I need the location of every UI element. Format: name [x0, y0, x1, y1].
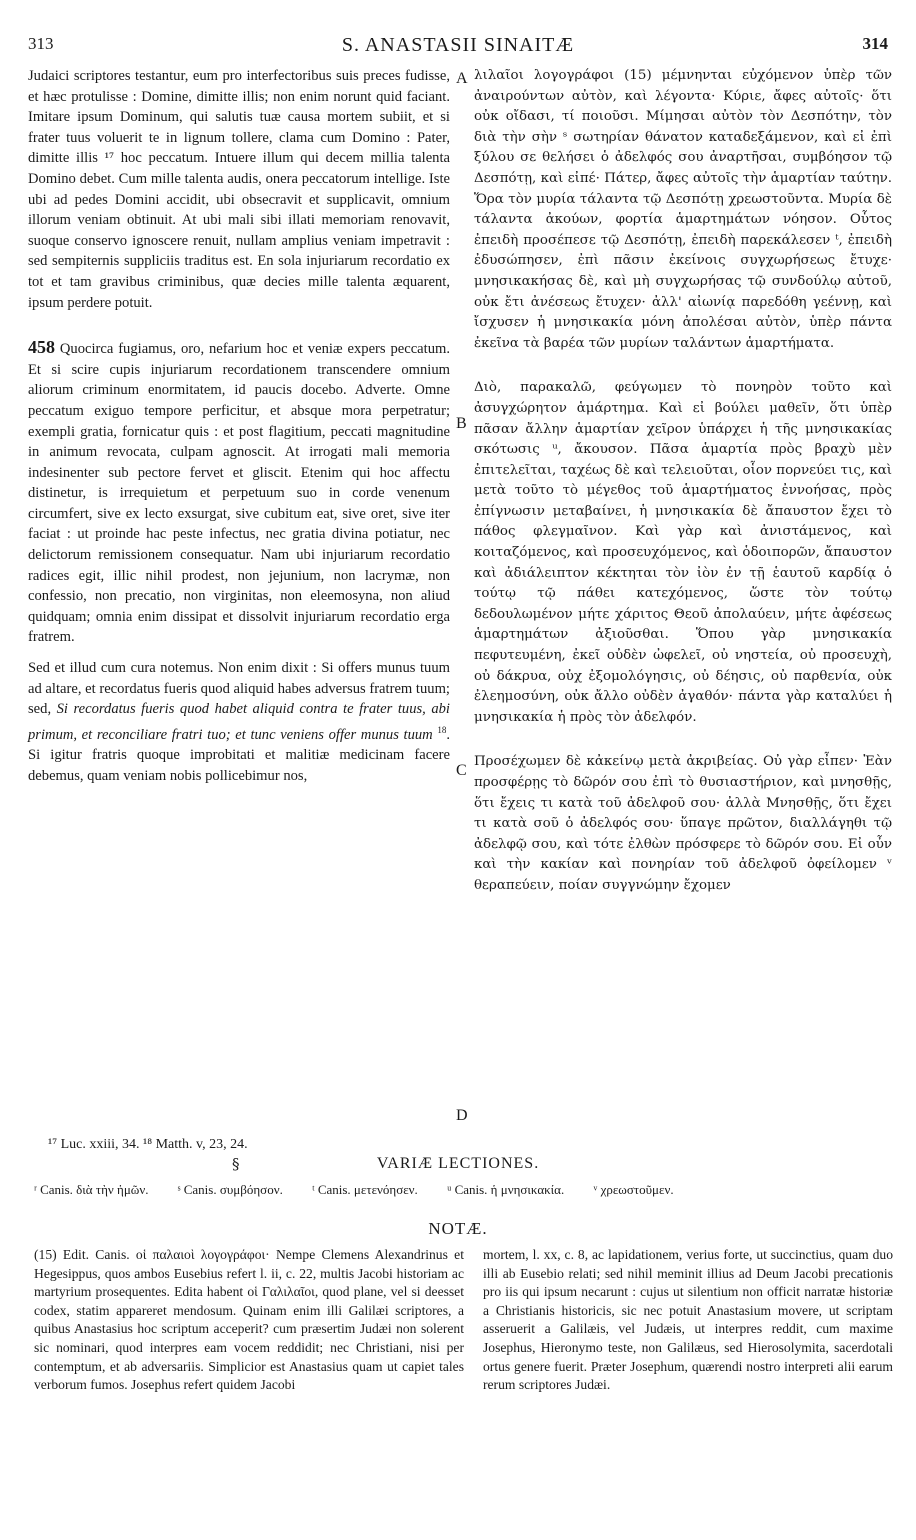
page-number-left: 313 [28, 34, 54, 53]
page-header [28, 34, 888, 62]
latin-paragraph-1: Judaici scriptores testantur, eum pro interfectoribus suis preces fudisse, et hæc protulisse : Domine, dimitte illis; non enim norunt quid faciant. Imitare ipsum Dominum, qui salutis tuæ causa mortem subiit, et si frater tuus voluerit te in lignum tollere, clama cum Domino : Pater, dimitte illis ¹⁷ hoc peccatum. Intuere illum qui decem millia talenta Domino debet. Cum mille talenta audis, onera peccatorum intellige. Iste ubi ad pedes Domini accidit, ubi obsecravit et supplicavit, omnium illorum veniam obtinuit. At ubi mali sibi illati memoriam renovavit, suoque conservo ignoscere renuit, nullam amplius veniam impetravit : sed sempiternis suppliciis traditus est. En sola injuriarum recordatio ex tot et tam gravibus criminibus, quæ decies mille talenta æquarent, ipsum perdere potuit. [28, 68, 450, 311]
margin-marker-d: D [456, 1107, 468, 1124]
variant-item: ʳ Canis. διὰ τὴν ἡμῶν. [34, 1182, 149, 1197]
variant-item: ᵛ χρεωστοῦμεν. [593, 1182, 674, 1197]
running-title: S. ANASTASII SINAITÆ [341, 34, 575, 56]
margin-marker-c: C [456, 762, 467, 779]
greek-column [474, 66, 892, 897]
notae-right-column: mortem, l. xx, c. 8, ac lapidationem, verius forte, ut succinctius, quam duo illi ab Eusebio relati; sed nihil meminit illius ad Deum Jacobi precationis pro iis qui ipsum necarunt : cujus ut silentium non officit narratæ historiæ a Christianis historicis, sic nec potuit Anastasium movere, ut scriptam asseruerit a Galilæis, vel Judæis, ut interpres reddit, cum maxime Josephus, Hieronymo teste, non Galilæus, sed Hierosolymita, sacerdotali ortus genere fuerit. Præter Josephum, quærendi nostro interpreti alii earum rerum scriptores Judæi. [483, 1247, 893, 1393]
margin-marker-b: B [456, 415, 467, 432]
latin-paragraph-2-text: Quocirca fugiamus, oro, nefarium hoc et veniæ expers peccatum. Et si scire cupis injuriarum recordationem transcendere omnium aliorum criminum enormitatem, id paucis docebo. Adverte. Omne peccatum exiguo tempore perficitur, et absque mora perpetratur; exempli gratia, fornicatur quis : et post flagitium, peccati magnitudine in animum revocata, culpam agnoscit. At irrogati mali memoria indesinenter sub pectore fervet et gliscit. Etenim qui hoc affectu distinetur, is irrequietum et perpetuum suo in corde venenum circumfert, sive ex lecto exsurgat, sive cubitum eat, sive oret, sive iter faciat : ut proinde hac peste infectus, nec gratia divina potiatur, nec delictorum remissionem consequatur. Nam ubi injuriarum recordatio radices egit, illic nihil prodest, non jejunium, non lacrymæ, non confessio, non precatio, non virginitas, non eleemosyna, non aliud quidquam; omnia enim dissipat et dissolvit injuriarum recordatio erga fratrem. [28, 341, 450, 646]
section-number: 458 [28, 337, 55, 358]
footnote-ref-18: 18 [437, 724, 447, 735]
greek-paragraph-1: λιλαῖοι λογογράφοι (15) μέμνηνται εὐχόμενον ὑπὲρ τῶν ἀναιρούντων αὐτὸν, καὶ λέγοντα· Κύριε, ἄφες αὐτοῖς· ὅτι οὐκ οἴδασι, τί ποιοῦσι. Μίμησαι αὐτὸν τὸν Δεσπότην, τὸν διὰ τὴν σὴν ˢ σωτηρίαν θάνατον καταδεξάμενον, καὶ εἰ ἐπὶ ξύλου σε θελήσει ὁ ἀδελφός σου ἀναρτῆσαι, συμβόησον τῷ Δεσπότῃ, καὶ εἰπέ· Πάτερ, ἄφες αὐτοῖς τὴν ἁμαρτίαν ταύτην. Ὅρα τὸν μυρία τάλαντα τῷ Δεσπότῃ χρεωστοῦντα. Μυρία δὲ τάλαντα ἀκούων, φορτία ἁμαρτημάτων νόησον. Οὗτος ἐπειδὴ προσέπεσε τῷ Δεσπότῃ, ἐπειδὴ παρεκάλεσεν ᵗ, ἐπειδὴ ἐδυσώπησεν, ἐπὶ πᾶσιν ἐκείνοις συγχωρήσεως ἔτυχε· μνησικακήσας δὲ, καὶ μὴ συγχωρήσας τῷ συνδούλῳ αὐτοῦ, οὐκ ἔτι ἀνέσεως ἔτυχεν· ἀλλ' αἰωνίᾳ παρεδόθη γεέννῃ, καὶ ἴσχυσεν ἡ μνησικακία μόνη ἀπολέσαι αὐτὸν, ὑπὲρ πάντα ἐκεῖνα τὰ βαρέα τῶν μυρίων ταλάντων ἁμαρτήματα. [474, 68, 892, 351]
section-ornament-icon: § [232, 1155, 240, 1173]
variant-item: ᵘ Canis. ἡ μνησικακία. [447, 1182, 565, 1197]
variae-heading: VARIÆ LECTIONES. [376, 1155, 540, 1172]
latin-paragraph-3 [28, 658, 450, 786]
notae-left-column: (15) Edit. Canis. οἱ παλαιοὶ λογογράφοι· Nempe Clemens Alexandrinus et Hegesippus, quos ambos Eusebius refert l. ii, c. 22, multis Jacobi historiam ac martyrium prosequentes. Edita habent οἱ Γαλιλαῖοι, quod plane, vel si deesset codex, statim appareret mendosum. Quinam enim illi Galilæi scriptores, a quibus Anastasius hoc scriptum acceperit? cum præsertim Judæi non solerent sic nominari, quod interpres eam vocem reddidit; nec Christiani, nisi per contemptum, et ab adversariis. Simplicior est Anastasius quam ut capiet tales verborum fumos. Josephus refert quidem Jacobi [34, 1247, 464, 1393]
latin-paragraph-2 [28, 337, 450, 648]
scripture-footnotes: ¹⁷ Luc. xxiii, 34. ¹⁸ Matth. v, 23, 24. [48, 1137, 248, 1152]
latin-para3-plain: Sed et illud cum cura notemus. Non enim dixit : Si offers munus tuum ad altare, et recordatus fueris quod aliquid habes adversus fratrem tuum; sed, [28, 660, 450, 718]
margin-marker-a: A [456, 70, 468, 87]
latin-column [28, 66, 450, 786]
variant-item: ˢ Canis. συμβόησον. [177, 1182, 283, 1197]
page-number-right: 314 [862, 34, 888, 53]
notae-heading: NOTÆ. [428, 1219, 488, 1238]
variae-list [34, 1181, 889, 1198]
latin-para3-italic: Si recordatus fueris quod habet aliquid contra te frater tuus, abi primum, et reconciliare fratri tuo; et tunc veniens offer munus tuum [28, 701, 450, 743]
variant-item: ᵗ Canis. μετενόησεν. [312, 1182, 418, 1197]
latin-para3-end: . Si igitur fratris quoque improbitati et malitiæ medicinam facere debemus, quam veniam nobis pollicebimur nos, [28, 726, 450, 784]
greek-paragraph-2: Διὸ, παρακαλῶ, φεύγωμεν τὸ πονηρὸν τοῦτο καὶ ἀσυγχώρητον ἁμάρτημα. Καὶ εἰ βούλει μαθεῖν, ὅτι ὑπὲρ πᾶσαν ἄλλην ἁμαρτίαν χεῖρον ὑπάρχει ἡ τῆς μνησικακίας σκότωσις ᵘ, ἄκουσον. Πᾶσα ἁμαρτία πρὸς βραχὺ μὲν ἐπιτελεῖται, ταχέως δὲ καὶ τελειοῦται, οἷον πορνεύει τις, καὶ μετὰ τοῦτο τὸ μέγεθος τοῦ ἁμαρτήματος ἐννοήσας, πρὸς ἐπίγνωσιν μεταβαίνει, ἡ μνησικακία δὲ ἄπαυστον ἔχει τὸ πάθος φλεγμαῖνον. Καὶ γὰρ καὶ ἀνιστάμενος, καὶ κοιταζόμενος, καὶ προσευχόμενος, καὶ ὁδοιπορῶν, ἄπαυστον καὶ ἀδιάλειπτον κέκτηται τὸν ἰὸν ἐν τῇ ἑαυτοῦ καρδίᾳ ὁ τούτῳ τῷ πάθει κατεχόμενος, ὥστε τὸν τούτῳ δεδουλωμένον μήτε χάριτος Θεοῦ ἀπολαύειν, μήτε ἀφέσεως ἁμαρτημάτων ἀξιοῦσθαι. Ὅπου γὰρ μνησικακία πεφυτευμένη, ἐκεῖ οὐδὲν ὠφελεῖ, οὐ νηστεία, οὐ προσευχὴ, οὐ δάκρυα, οὐχ ἐξομολόγησις, οὐ δέησις, οὐ παρθενία, οὐκ ἐλεημοσύνη, οὐκ ἄλλο οὐδὲν ἀγαθόν· πάντα γὰρ καταλύει ἡ μνησικακία ἡ πρὸς τὸν ἀδελφόν. [474, 380, 893, 725]
greek-paragraph-3: Προσέχωμεν δὲ κἀκείνῳ μετὰ ἀκριβείας. Οὐ γὰρ εἶπεν· Ἐὰν προσφέρῃς τὸ δῶρόν σου ἐπὶ τὸ θυσιαστήριον, καὶ μνησθῇς, ὅτι ἔχεις τι κατὰ τοῦ ἀδελφοῦ σου· ἀλλὰ Μνησθῇς, ὅτι ἔχει τι κατὰ σοῦ ὁ ἀδελφός σου· ὕπαγε πρῶτον, διαλλάγηθι τῷ ἀδελφῷ σου, καὶ τότε ἐλθὼν πρόσφερε τὸ δῶρόν σου. Εἰ οὖν καὶ τὴν κακίαν καὶ πονηρίαν τοῦ ἀδελφοῦ ὀφείλομεν ᵛ θεραπεύειν, ποίαν συγγνώμην ἔχομεν [474, 754, 892, 893]
